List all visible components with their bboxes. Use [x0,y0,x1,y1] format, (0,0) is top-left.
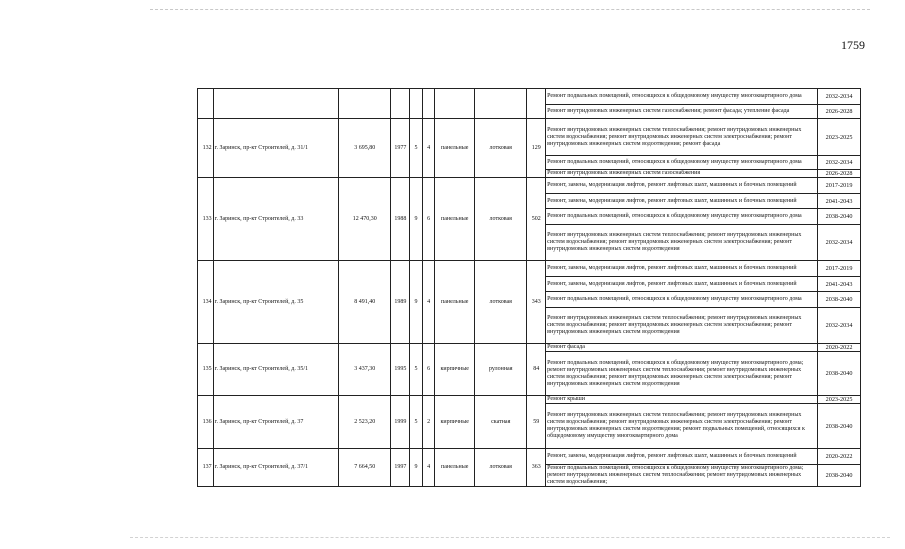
apartments-cell [527,89,546,119]
walls-cell: панельные [435,449,475,487]
work-description: Ремонт, замена, модернизация лифтов, ремонт лифтовых шахт, машинных и блочных помещений [546,194,818,209]
work-period: 2038-2040 [818,352,861,396]
entrances-cell: 2 [422,396,435,449]
work-period: 2038-2040 [818,404,861,449]
floors-cell: 9 [410,261,423,344]
address-cell: г. Заринск, пр-кт Строителей, д. 37 [213,396,338,449]
work-description: Ремонт подвальных помещений, относящихся к общедомовому имуществу многоквартирного дома; ремонт внутридомовых инженерных систем теплоснабжения; ремонт внутридомовых инженерных систем водоснабжения; [546,465,818,487]
entrances-cell: 4 [422,449,435,487]
work-description: Ремонт внутридомовых инженерных систем теплоснабжения; ремонт внутридомовых инженерных систем водоснабжения; ремонт внутридомовых инженерных систем электроснабжения; ремонт внутридомовых инженерных систем водоотведения; ремонт фасада [546,119,818,156]
roof-cell: рулонная [475,344,527,396]
walls-cell: панельные [435,178,475,261]
roof-cell: лотковая [475,178,527,261]
address-cell: г. Заринск, пр-кт Строителей, д. 37/1 [213,449,338,487]
apartments-cell: 343 [527,261,546,344]
roof-cell: лотковая [475,119,527,178]
row-number: 135 [198,344,214,396]
area-cell: 3 695,80 [339,119,391,178]
roof-cell: скатная [475,396,527,449]
walls-cell: кирпичные [435,396,475,449]
address-cell [213,89,338,119]
row-number: 136 [198,396,214,449]
year-cell [391,89,410,119]
work-period: 2020-2022 [818,449,861,465]
entrances-cell [422,89,435,119]
work-description: Ремонт фасада [546,344,818,352]
work-description: Ремонт, замена, модернизация лифтов, ремонт лифтовых шахт, машинных и блочных помещений [546,277,818,292]
year-cell: 1977 [391,119,410,178]
work-description: Ремонт крыши [546,396,818,404]
work-period: 2023-2025 [818,119,861,156]
work-period: 2038-2040 [818,465,861,487]
work-period: 2032-2034 [818,89,861,105]
row-number: 133 [198,178,214,261]
apartments-cell: 84 [527,344,546,396]
work-description: Ремонт внутридомовых инженерных систем теплоснабжения; ремонт внутридомовых инженерных систем водоснабжения; ремонт внутридомовых инженерных систем электроснабжения; ремонт внутридомовых инженерных систем водоотведения; ремонт подвальных помещений, относящихся к общедомовому имуществу многоквартирного дома [546,404,818,449]
roof-cell: лотковая [475,261,527,344]
work-description: Ремонт подвальных помещений, относящихся к общедомовому имуществу многоквартирного дома [546,89,818,105]
work-description: Ремонт внутридомовых инженерных систем газоснабжения; ремонт фасада; утепление фасада [546,105,818,119]
work-period: 2038-2040 [818,209,861,225]
scan-artifact-top [150,9,870,10]
work-period: 2041-2043 [818,277,861,292]
scan-artifact-bottom [130,537,890,538]
work-description: Ремонт внутридомовых инженерных систем теплоснабжения; ремонт внутридомовых инженерных систем водоснабжения; ремонт внутридомовых инженерных систем электроснабжения; ремонт внутридомовых инженерных систем водоотведения [546,308,818,344]
roof-cell: лотковая [475,449,527,487]
work-period: 2020-2022 [818,344,861,352]
walls-cell [435,89,475,119]
work-description: Ремонт подвальных помещений, относящихся к общедомовому имуществу многоквартирного дома [546,156,818,170]
work-description: Ремонт подвальных помещений, относящихся к общедомовому имуществу многоквартирного дома; ремонт внутридомовых инженерных систем теплоснабжения; ремонт внутридомовых инженерных систем водоснабжения; ремонт внутридомовых инженерных систем электроснабжения; ремонт внутридомовых инженерных систем водоотведения [546,352,818,396]
area-cell: 12 470,30 [339,178,391,261]
work-period: 2041-2043 [818,194,861,209]
floors-cell [410,89,423,119]
table-row [198,396,861,404]
num-cell [198,89,214,119]
year-cell: 1999 [391,396,410,449]
work-period: 2017-2019 [818,261,861,277]
work-description: Ремонт, замена, модернизация лифтов, ремонт лифтовых шахт, машинных и блочных помещений [546,261,818,277]
year-cell: 1988 [391,178,410,261]
work-description: Ремонт внутридомовых инженерных систем теплоснабжения; ремонт внутридомовых инженерных систем водоснабжения; ремонт внутридомовых инженерных систем электроснабжения; ремонт внутридомовых инженерных систем водоотведения [546,225,818,261]
work-period: 2026-2028 [818,170,861,178]
table-row [198,178,861,194]
area-cell: 2 523,20 [339,396,391,449]
year-cell: 1997 [391,449,410,487]
apartments-cell: 129 [527,119,546,178]
address-cell: г. Заринск, пр-кт Строителей, д. 35/1 [213,344,338,396]
apartments-cell: 363 [527,449,546,487]
floors-cell: 5 [410,344,423,396]
work-description: Ремонт, замена, модернизация лифтов, ремонт лифтовых шахт, машинных и блочных помещений [546,178,818,194]
apartments-cell: 59 [527,396,546,449]
year-cell: 1995 [391,344,410,396]
work-description: Ремонт внутридомовых инженерных систем газоснабжения [546,170,818,178]
apartments-cell: 502 [527,178,546,261]
work-period: 2032-2034 [818,156,861,170]
area-cell: 8 491,40 [339,261,391,344]
address-cell: г. Заринск, пр-кт Строителей, д. 31/1 [213,119,338,178]
address-cell: г. Заринск, пр-кт Строителей, д. 35 [213,261,338,344]
row-number: 137 [198,449,214,487]
work-period: 2023-2025 [818,396,861,404]
work-period: 2032-2034 [818,225,861,261]
floors-cell: 5 [410,396,423,449]
entrances-cell: 4 [422,261,435,344]
entrances-cell: 4 [422,119,435,178]
work-description: Ремонт подвальных помещений, относящихся к общедомовому имуществу многоквартирного дома [546,292,818,308]
work-period: 2038-2040 [818,292,861,308]
roof-cell [475,89,527,119]
work-description: Ремонт, замена, модернизация лифтов, ремонт лифтовых шахт, машинных и блочных помещений [546,449,818,465]
walls-cell: кирпичные [435,344,475,396]
table-row [198,261,861,277]
walls-cell: панельные [435,261,475,344]
page-number: 1759 [841,38,865,52]
table-row [198,344,861,352]
floors-cell: 5 [410,119,423,178]
work-period: 2032-2034 [818,308,861,344]
row-number: 134 [198,261,214,344]
area-cell [339,89,391,119]
work-description: Ремонт подвальных помещений, относящихся к общедомовому имуществу многоквартирного дома [546,209,818,225]
entrances-cell: 6 [422,344,435,396]
work-period: 2026-2028 [818,105,861,119]
row-number: 132 [198,119,214,178]
walls-cell: панельные [435,119,475,178]
entrances-cell: 6 [422,178,435,261]
table-row [198,89,861,105]
floors-cell: 9 [410,449,423,487]
area-cell: 3 437,30 [339,344,391,396]
address-cell: г. Заринск, пр-кт Строителей, д. 33 [213,178,338,261]
table-row [198,449,861,465]
year-cell: 1989 [391,261,410,344]
floors-cell: 9 [410,178,423,261]
registry-table [197,88,861,487]
work-period: 2017-2019 [818,178,861,194]
table-row [198,119,861,156]
area-cell: 7 664,50 [339,449,391,487]
